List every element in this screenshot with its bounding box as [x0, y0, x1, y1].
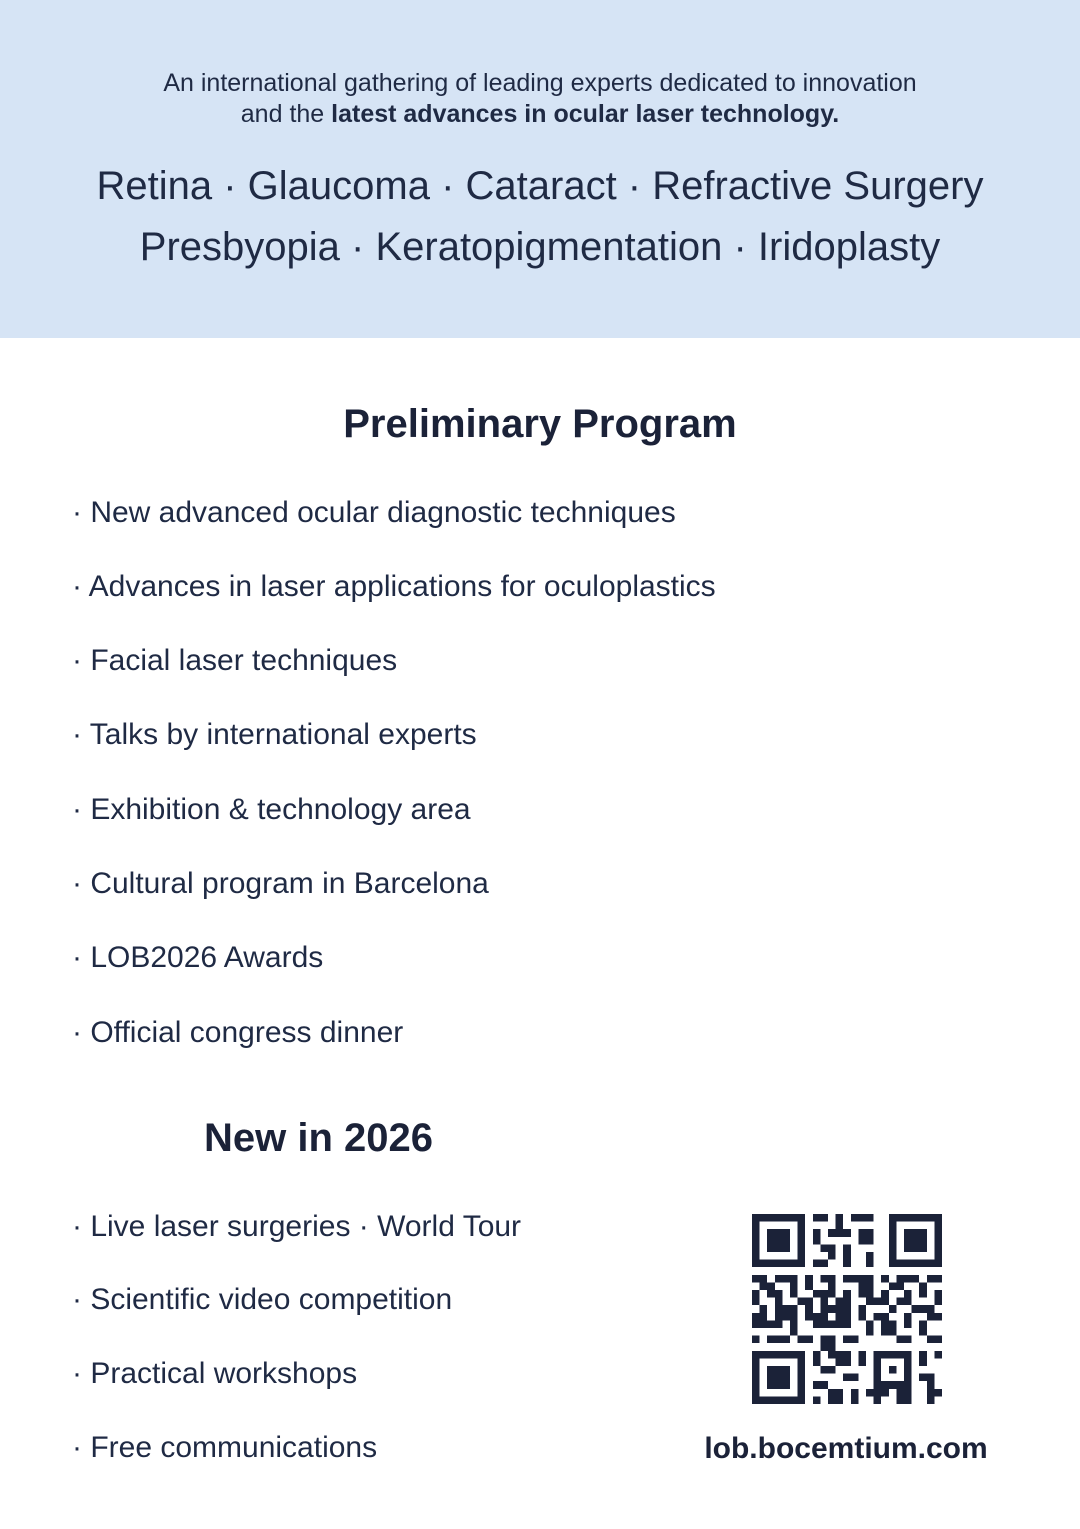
topics — [0, 156, 1080, 278]
program-title: Preliminary Program — [343, 402, 737, 446]
list-item: · Official congress dinner — [72, 1016, 404, 1049]
list-item: · Advances in laser applications for oculoplastics — [72, 570, 716, 603]
list-item: · Scientific video competition — [72, 1283, 453, 1316]
list-item: · Live laser surgeries · World Tour — [72, 1210, 522, 1243]
list-item: · Exhibition & technology area — [72, 793, 471, 826]
new-2026-title: New in 2026 — [204, 1116, 434, 1160]
intro-line-2: and the latest advances in ocular laser technology. — [240, 100, 840, 128]
list-item: · Facial laser techniques — [72, 644, 398, 677]
list-item: · Cultural program in Barcelona — [72, 867, 489, 900]
qr-code[interactable] — [752, 1214, 942, 1404]
list-item: · Talks by international experts — [72, 718, 477, 751]
list-item: · Free communications — [72, 1431, 378, 1464]
list-item: · LOB2026 Awards — [72, 941, 324, 974]
list-item: · Practical workshops — [72, 1357, 358, 1390]
topics-line-1: Retina · Glaucoma · Cataract · Refractive Surgery — [96, 164, 984, 208]
list-item: · New advanced ocular diagnostic techniques — [72, 496, 676, 529]
intro-text — [0, 68, 1080, 130]
website-link[interactable]: lob.bocemtium.com — [704, 1432, 988, 1465]
intro-line-1: An international gathering of leading experts dedicated to innovation — [163, 69, 917, 97]
topics-line-2: Presbyopia · Keratopigmentation · Iridoplasty — [139, 225, 941, 269]
